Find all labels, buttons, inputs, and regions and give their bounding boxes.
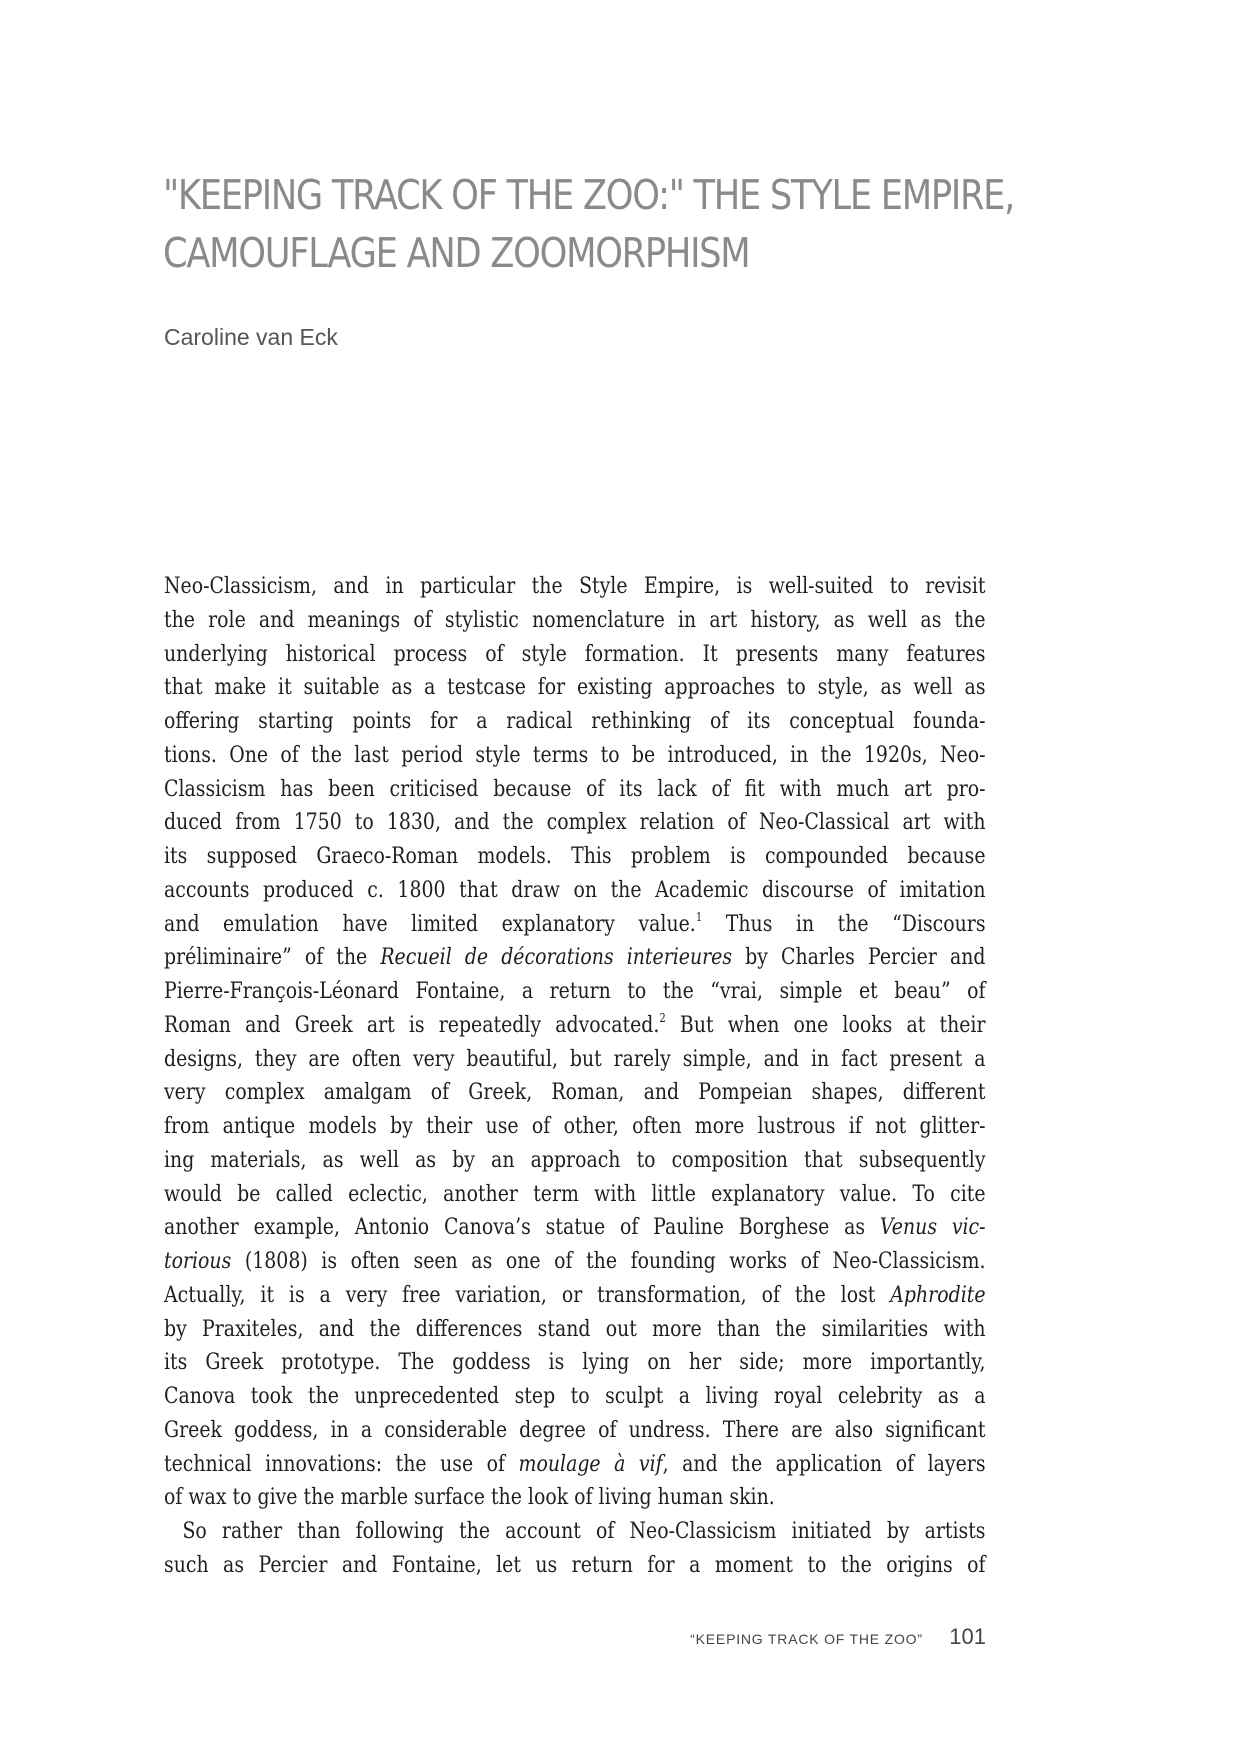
text-line [164, 1279, 986, 1313]
text-segment: by Charles Percier and [732, 944, 986, 971]
text-line: Greek goddess, in a considerable degree of undress. There are also significant [164, 1416, 986, 1443]
italic-title: torious [164, 1248, 232, 1274]
text-segment: Thus in the “Discours [702, 910, 986, 937]
italic-title: Recueil de décorations interieures [380, 944, 733, 971]
text-line [164, 941, 986, 975]
italic-title: Venus vic- [879, 1214, 986, 1241]
text-line: ing materials, as well as by an approach to composition that subsequently [164, 1146, 986, 1173]
page-footer [690, 1624, 986, 1650]
running-head: “KEEPING TRACK OF THE ZOO” [690, 1631, 923, 1647]
text-segment: another example, Antonio Canova’s statue of Pauline Borghese as [164, 1214, 880, 1241]
text-line: Canova took the unprecedented step to sculpt a living royal celebrity as a [164, 1383, 986, 1409]
text-segment: and emulation have limited explanatory value. [164, 910, 696, 937]
text-line: that make it suitable as a testcase for existing approaches to style, as well as [164, 674, 986, 701]
text-line: duced from 1750 to 1830, and the complex relation of Neo-Classical art with [164, 809, 986, 836]
text-line: underlying historical process of style formation. It presents many features [164, 640, 986, 667]
text-segment: technical innovations: the use of [164, 1450, 519, 1477]
text-line: of wax to give the marble surface the look of living human skin. [164, 1484, 775, 1511]
text-line: accounts produced c. 1800 that draw on the Academic discourse of imitation [164, 876, 986, 903]
text-line: Classicism has been criticised because of its lack of fit with much art pro- [164, 775, 986, 802]
text-line [164, 908, 986, 942]
text-line: such as Percier and Fontaine, let us return for a moment to the origins of [164, 1551, 986, 1578]
chapter-title-line-1: "KEEPING TRACK OF THE ZOO:" THE STYLE EMPIRE, [163, 171, 1015, 219]
chapter-title-line-2: CAMOUFLAGE AND ZOOMORPHISM [163, 229, 750, 277]
chapter-title [163, 166, 1015, 282]
text-line: Pierre-François-Léonard Fontaine, a return to the “vrai, simple et beau” of [164, 978, 986, 1004]
text-line [164, 1245, 986, 1279]
text-line: offering starting points for a radical rethinking of its conceptual founda- [164, 708, 986, 734]
footnote-ref-1[interactable]: 1 [695, 909, 703, 924]
text-segment: Roman and Greek art is repeatedly advocated. [164, 1011, 660, 1038]
italic-title: Aphrodite [890, 1281, 986, 1308]
text-line: designs, they are often very beautiful, but rarely simple, and in fact present a [164, 1045, 986, 1072]
text-line: very complex amalgam of Greek, Roman, and Pompeian shapes, different [164, 1079, 986, 1106]
text-segment: préliminaire” of the [164, 944, 381, 971]
footnote-ref-2[interactable]: 2 [659, 1010, 666, 1025]
text-line [164, 1448, 986, 1482]
text-line: Neo-Classicism, and in particular the Style Empire, is well-suited to revisit [164, 573, 986, 599]
italic-term: moulage à vif [518, 1450, 663, 1477]
text-line [164, 1009, 986, 1043]
text-line: its Greek prototype. The goddess is lying on her side; more importantly, [164, 1349, 986, 1376]
text-line: its supposed Graeco-Roman models. This problem is compounded because [164, 843, 986, 869]
text-segment: (1808) is often seen as one of the founding works of Neo-Classicism. [231, 1248, 986, 1274]
text-segment: But when one looks at their [665, 1011, 986, 1038]
text-segment: Actually, it is a very free variation, or transformation, of the lost [164, 1281, 891, 1308]
author-name: Caroline van Eck [164, 324, 338, 350]
text-line: by Praxiteles, and the differences stand out more than the similarities with [164, 1315, 986, 1342]
text-line: tions. One of the last period style terms to be introduced, in the 1920s, Neo- [164, 741, 986, 768]
text-line: the role and meanings of stylistic nomenclature in art history, as well as the [164, 606, 986, 633]
text-segment: , and the application of layers [662, 1450, 986, 1477]
text-line: would be called eclectic, another term with little explanatory value. To cite [164, 1180, 986, 1207]
page-number: 101 [949, 1624, 986, 1649]
text-line [164, 1211, 986, 1245]
text-line: from antique models by their use of other, often more lustrous if not glitter- [164, 1113, 986, 1139]
body-text [164, 570, 986, 1583]
text-line: So rather than following the account of Neo-Classicism initiated by artists [182, 1518, 986, 1544]
